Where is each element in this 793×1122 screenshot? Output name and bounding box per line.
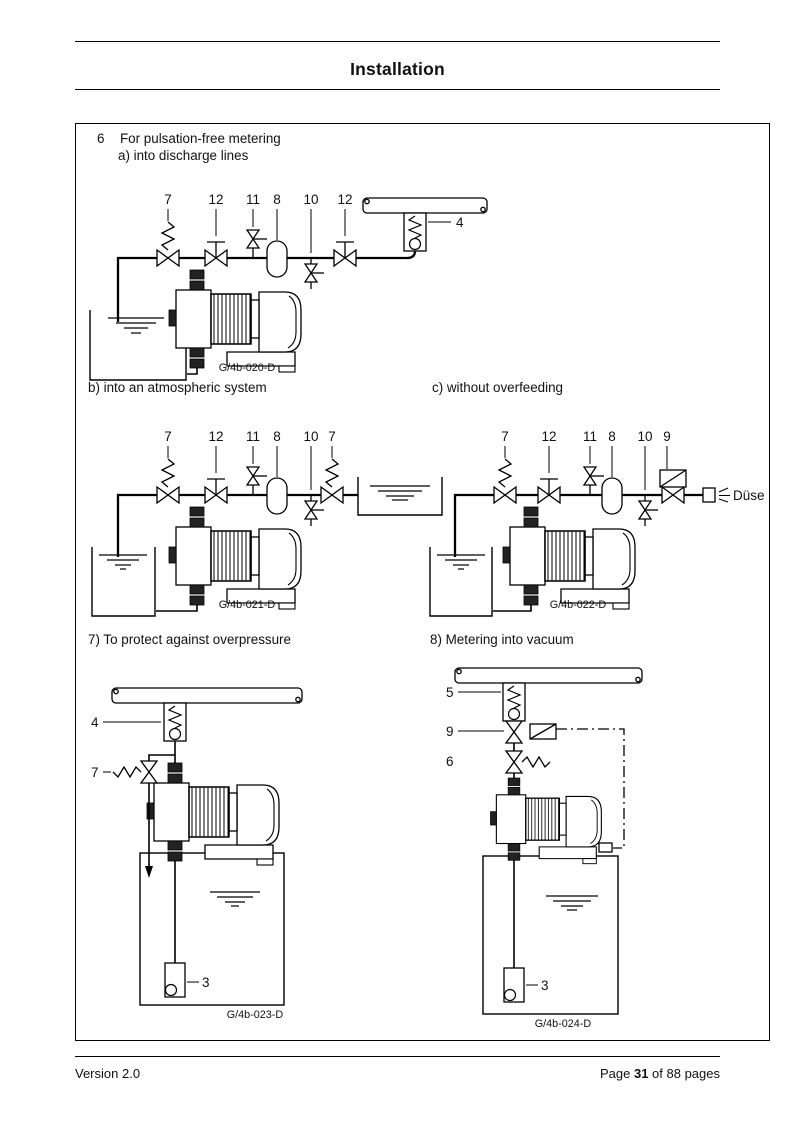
vent-valve-symbol [247, 467, 267, 495]
section7-title: 7) To protect against overpressure [88, 632, 291, 647]
section6-title: For pulsation-free metering [120, 131, 281, 146]
metering-pump-symbol [503, 507, 635, 609]
label-8: 8 [273, 429, 281, 444]
injection-valve-symbol [164, 703, 186, 741]
drain-valve-symbol [639, 495, 658, 526]
page-title: Installation [350, 59, 445, 79]
footer-version: Version 2.0 [75, 1066, 141, 1081]
solenoid-valve-symbol [506, 721, 522, 743]
diagram-7-caption: G/4b-023-D [226, 1009, 284, 1021]
label-3: 3 [541, 978, 549, 993]
liquid-level-icon [99, 555, 147, 569]
supply-tank-symbol [92, 547, 155, 616]
relief-valve-symbol [494, 487, 516, 503]
label-5: 5 [446, 685, 454, 700]
relief-valve-symbol [141, 761, 157, 783]
footer-page-indicator [400, 1066, 720, 1081]
footer-page-prefix: Page [599, 1066, 634, 1081]
label-11: 11 [245, 192, 261, 207]
label-4: 4 [91, 715, 99, 730]
label-11: 11 [245, 429, 261, 444]
vent-valve-symbol [584, 467, 604, 495]
label-12: 12 [208, 429, 224, 444]
liquid-level-icon [370, 486, 430, 500]
diagram-a [90, 192, 487, 380]
section8-title: 8) Metering into vacuum [430, 632, 574, 647]
pulsation-damper-symbol [602, 478, 622, 514]
label-4: 4 [456, 215, 464, 230]
label-9: 9 [446, 724, 454, 739]
discharge-pipe-symbol [363, 198, 487, 213]
relief-spring-icon [499, 459, 511, 487]
diagram-c [430, 429, 765, 616]
diagram-vacuum [446, 668, 642, 1030]
injection-valve-symbol [503, 683, 525, 721]
backpressure-spring-icon [522, 757, 550, 767]
relief-spring-icon [162, 222, 174, 250]
metering-pump-symbol [490, 778, 601, 864]
label-12: 12 [208, 192, 224, 207]
section6-item-a: a) into discharge lines [118, 148, 249, 163]
label-11: 11 [582, 429, 598, 444]
label-7: 7 [164, 192, 172, 207]
nozzle-icon [703, 488, 730, 502]
footer-page-number: 31 [633, 1066, 649, 1081]
metering-pump-symbol [169, 270, 301, 372]
label-12: 12 [541, 429, 557, 444]
drain-valve-symbol [305, 258, 324, 289]
relief-spring-icon [326, 459, 338, 487]
label-10: 10 [303, 429, 319, 444]
storage-tank-symbol [140, 853, 284, 1005]
label-8: 8 [273, 192, 281, 207]
backpressure-valve-symbol [506, 751, 522, 773]
diagram-c-caption: G/4b-022-D [549, 599, 607, 611]
liquid-level-icon [437, 555, 485, 569]
diagram-8-caption: G/4b-024-D [534, 1018, 592, 1030]
foot-valve-symbol [165, 963, 185, 997]
storage-tank-symbol [483, 856, 618, 1014]
pulsation-damper-symbol [267, 478, 287, 514]
label-10: 10 [303, 192, 319, 207]
pump-terminal-icon [599, 843, 612, 852]
label-7: 7 [91, 765, 99, 780]
relief-valve-symbol [157, 250, 179, 266]
label-10: 10 [637, 429, 653, 444]
diagram-overpressure [91, 688, 302, 1021]
label-6: 6 [446, 754, 454, 769]
section6-item-b: b) into an atmospheric system [88, 380, 267, 395]
footer-rule [75, 1056, 720, 1057]
section6-number: 6 [97, 131, 105, 146]
discharge-pipe-symbol [455, 668, 642, 683]
diagram-a-caption: G/4b-020-D [218, 362, 276, 374]
metering-pump-symbol [169, 507, 301, 609]
section6-item-c: c) without overfeeding [432, 380, 564, 395]
pulsation-damper-symbol [267, 241, 287, 277]
label-7: 7 [501, 429, 509, 444]
relief-valve-symbol [321, 487, 343, 503]
label-9: 9 [663, 429, 671, 444]
liquid-level-icon [108, 318, 164, 333]
relief-spring-icon [162, 459, 174, 487]
foot-valve-symbol [504, 968, 524, 1002]
vent-valve-symbol [247, 230, 267, 258]
label-8: 8 [608, 429, 616, 444]
nozzle-label: Düse [733, 488, 765, 503]
solenoid-valve-symbol [662, 487, 684, 503]
metering-pump-symbol [147, 763, 279, 865]
discharge-pipe-symbol [112, 688, 302, 703]
footer-page-suffix: of 88 pages [648, 1066, 720, 1081]
relief-valve-symbol [157, 487, 179, 503]
label-7b: 7 [328, 429, 336, 444]
label-7: 7 [164, 429, 172, 444]
supply-tank-symbol [430, 547, 492, 616]
label-12b: 12 [337, 192, 353, 207]
injection-valve-symbol [404, 213, 426, 251]
diagram-b [92, 429, 442, 616]
relief-spring-icon [113, 767, 141, 777]
diagram-b-caption: G/4b-021-D [218, 599, 276, 611]
label-3: 3 [202, 975, 210, 990]
